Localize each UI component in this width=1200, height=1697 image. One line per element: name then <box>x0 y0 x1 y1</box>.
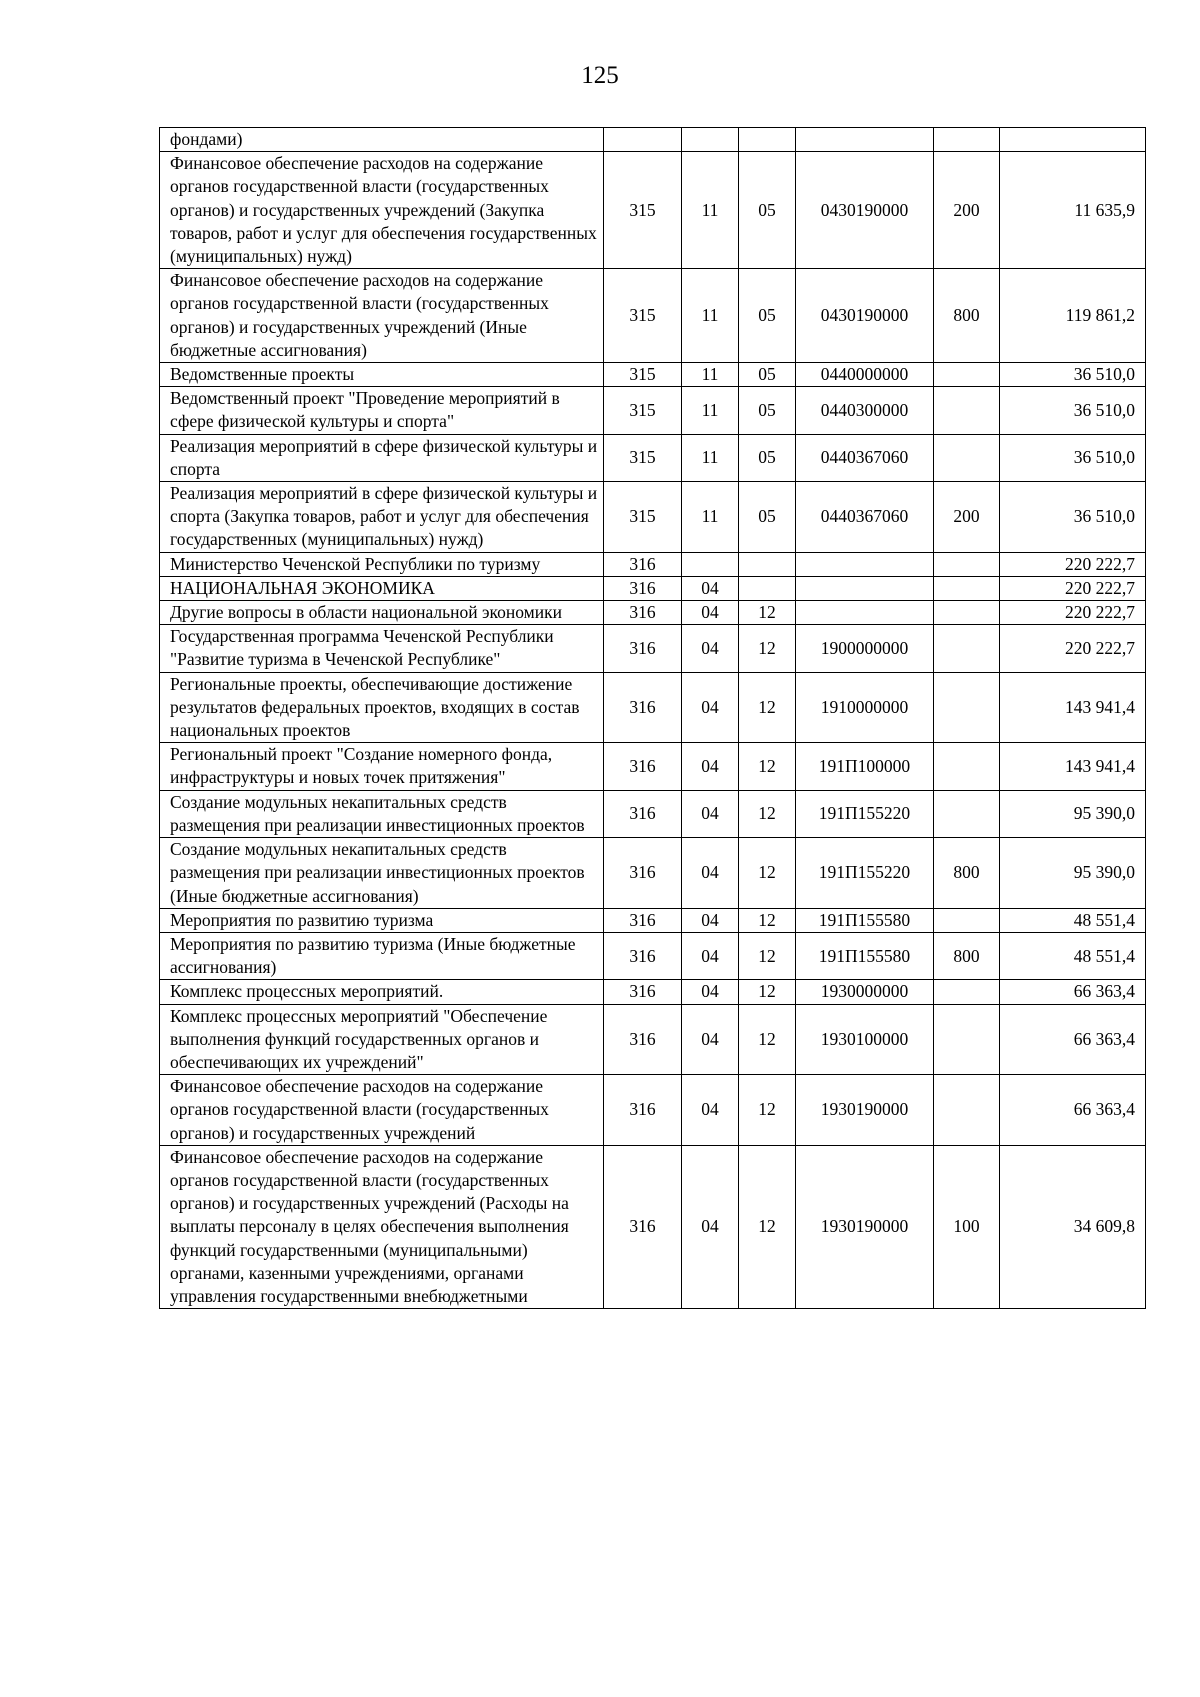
cell-amount: 36 510,0 <box>1000 482 1146 553</box>
cell-expense-type <box>934 790 1000 837</box>
cell-name: фондами) <box>160 128 604 152</box>
cell-target-article <box>796 601 934 625</box>
table-row <box>160 838 1146 909</box>
cell-target-article: 0430190000 <box>796 269 934 363</box>
cell-expense-type: 200 <box>934 152 1000 269</box>
cell-expense-type <box>934 672 1000 743</box>
cell-grbs-code: 316 <box>604 672 682 743</box>
cell-expense-type <box>934 128 1000 152</box>
cell-name: Государственная программа Чеченской Республики "Развитие туризма в Чеченской Республике" <box>160 625 604 672</box>
cell-subsection-code: 12 <box>739 1075 796 1146</box>
cell-grbs-code: 316 <box>604 601 682 625</box>
cell-expense-type <box>934 625 1000 672</box>
cell-grbs-code: 316 <box>604 1145 682 1308</box>
table-row <box>160 980 1146 1004</box>
cell-grbs-code: 316 <box>604 908 682 932</box>
cell-subsection-code: 12 <box>739 932 796 979</box>
cell-name: Реализация мероприятий в сфере физической культуры и спорта (Закупка товаров, работ и услуг для обеспечения государственных (муниципальных) нужд) <box>160 482 604 553</box>
cell-section-code: 04 <box>682 743 739 790</box>
cell-amount: 220 222,7 <box>1000 552 1146 576</box>
cell-subsection-code: 05 <box>739 152 796 269</box>
cell-expense-type <box>934 1004 1000 1075</box>
cell-target-article: 0440367060 <box>796 482 934 553</box>
cell-subsection-code: 12 <box>739 908 796 932</box>
cell-subsection-code <box>739 552 796 576</box>
cell-name: Другие вопросы в области национальной экономики <box>160 601 604 625</box>
cell-section-code: 04 <box>682 980 739 1004</box>
cell-grbs-code: 315 <box>604 269 682 363</box>
cell-name: Финансовое обеспечение расходов на содержание органов государственной власти (государственных органов) и государственных учреждений (Иные бюджетные ассигнования) <box>160 269 604 363</box>
cell-expense-type <box>934 980 1000 1004</box>
cell-name: Создание модульных некапитальных средств размещения при реализации инвестиционных проектов <box>160 790 604 837</box>
cell-grbs-code: 316 <box>604 838 682 909</box>
cell-amount: 36 510,0 <box>1000 363 1146 387</box>
table-row <box>160 387 1146 434</box>
cell-target-article: 1930000000 <box>796 980 934 1004</box>
cell-subsection-code: 12 <box>739 601 796 625</box>
table-row <box>160 128 1146 152</box>
cell-amount: 220 222,7 <box>1000 625 1146 672</box>
cell-section-code: 04 <box>682 1075 739 1146</box>
cell-amount: 36 510,0 <box>1000 387 1146 434</box>
cell-section-code: 11 <box>682 482 739 553</box>
cell-subsection-code: 05 <box>739 363 796 387</box>
cell-name: Комплекс процессных мероприятий. <box>160 980 604 1004</box>
table-row <box>160 932 1146 979</box>
cell-name: НАЦИОНАЛЬНАЯ ЭКОНОМИКА <box>160 576 604 600</box>
cell-name: Финансовое обеспечение расходов на содержание органов государственной власти (государственных органов) и государственных учреждений (Расходы на выплаты персоналу в целях обеспечения выполнения функций государственными (муниципальными) органами, казенными учреждениями, органами управления государственными внебюджетными <box>160 1145 604 1308</box>
cell-expense-type <box>934 576 1000 600</box>
cell-subsection-code: 05 <box>739 269 796 363</box>
cell-target-article: 1910000000 <box>796 672 934 743</box>
cell-name: Реализация мероприятий в сфере физической культуры и спорта <box>160 434 604 481</box>
cell-target-article: 0440367060 <box>796 434 934 481</box>
cell-grbs-code: 315 <box>604 482 682 553</box>
cell-expense-type <box>934 363 1000 387</box>
table-row <box>160 1145 1146 1308</box>
cell-target-article <box>796 576 934 600</box>
cell-target-article <box>796 552 934 576</box>
cell-target-article: 191П100000 <box>796 743 934 790</box>
cell-grbs-code: 316 <box>604 980 682 1004</box>
cell-expense-type <box>934 387 1000 434</box>
table-row <box>160 269 1146 363</box>
cell-grbs-code: 316 <box>604 576 682 600</box>
cell-subsection-code: 05 <box>739 482 796 553</box>
cell-amount: 66 363,4 <box>1000 1004 1146 1075</box>
cell-expense-type <box>934 601 1000 625</box>
cell-amount <box>1000 128 1146 152</box>
table-row <box>160 1004 1146 1075</box>
cell-target-article: 0430190000 <box>796 152 934 269</box>
cell-name: Региональный проект "Создание номерного фонда, инфраструктуры и новых точек притяжения" <box>160 743 604 790</box>
cell-grbs-code: 315 <box>604 387 682 434</box>
cell-subsection-code: 05 <box>739 387 796 434</box>
cell-target-article: 1930190000 <box>796 1145 934 1308</box>
cell-amount: 66 363,4 <box>1000 1075 1146 1146</box>
cell-amount: 220 222,7 <box>1000 576 1146 600</box>
table-row <box>160 552 1146 576</box>
cell-expense-type: 800 <box>934 932 1000 979</box>
cell-grbs-code: 316 <box>604 552 682 576</box>
cell-amount: 119 861,2 <box>1000 269 1146 363</box>
cell-subsection-code: 12 <box>739 672 796 743</box>
cell-target-article: 1930190000 <box>796 1075 934 1146</box>
cell-subsection-code: 12 <box>739 743 796 790</box>
cell-section-code: 04 <box>682 672 739 743</box>
cell-expense-type <box>934 552 1000 576</box>
cell-amount: 143 941,4 <box>1000 672 1146 743</box>
budget-table <box>159 127 1146 1309</box>
cell-expense-type <box>934 1075 1000 1146</box>
cell-name: Комплекс процессных мероприятий "Обеспечение выполнения функций государственных органов и обеспечивающих их учреждений" <box>160 1004 604 1075</box>
cell-amount: 11 635,9 <box>1000 152 1146 269</box>
cell-target-article: 191П155220 <box>796 838 934 909</box>
cell-expense-type: 100 <box>934 1145 1000 1308</box>
cell-grbs-code: 315 <box>604 363 682 387</box>
table-row <box>160 743 1146 790</box>
table-row <box>160 363 1146 387</box>
cell-grbs-code: 316 <box>604 1004 682 1075</box>
table-row <box>160 576 1146 600</box>
cell-subsection-code: 05 <box>739 434 796 481</box>
cell-grbs-code: 316 <box>604 790 682 837</box>
cell-amount: 66 363,4 <box>1000 980 1146 1004</box>
cell-section-code: 11 <box>682 363 739 387</box>
cell-subsection-code: 12 <box>739 790 796 837</box>
cell-name: Ведомственный проект "Проведение мероприятий в сфере физической культуры и спорта" <box>160 387 604 434</box>
cell-amount: 36 510,0 <box>1000 434 1146 481</box>
cell-grbs-code: 316 <box>604 625 682 672</box>
cell-subsection-code: 12 <box>739 625 796 672</box>
cell-target-article <box>796 128 934 152</box>
cell-section-code: 04 <box>682 790 739 837</box>
cell-grbs-code: 316 <box>604 932 682 979</box>
cell-grbs-code: 315 <box>604 152 682 269</box>
table-row <box>160 908 1146 932</box>
cell-amount: 34 609,8 <box>1000 1145 1146 1308</box>
cell-section-code: 04 <box>682 932 739 979</box>
budget-table-body <box>160 128 1146 1309</box>
table-row <box>160 482 1146 553</box>
cell-name: Создание модульных некапитальных средств размещения при реализации инвестиционных проектов (Иные бюджетные ассигнования) <box>160 838 604 909</box>
cell-expense-type <box>934 743 1000 790</box>
cell-subsection-code: 12 <box>739 980 796 1004</box>
cell-subsection-code: 12 <box>739 1004 796 1075</box>
cell-section-code: 11 <box>682 387 739 434</box>
cell-subsection-code <box>739 576 796 600</box>
table-row <box>160 152 1146 269</box>
table-row <box>160 625 1146 672</box>
cell-name: Финансовое обеспечение расходов на содержание органов государственной власти (государственных органов) и государственных учреждений (Закупка товаров, работ и услуг для обеспечения государственных (муниципальных) нужд) <box>160 152 604 269</box>
cell-name: Министерство Чеченской Республики по туризму <box>160 552 604 576</box>
cell-section-code: 04 <box>682 625 739 672</box>
cell-section-code: 11 <box>682 269 739 363</box>
cell-name: Мероприятия по развитию туризма (Иные бюджетные ассигнования) <box>160 932 604 979</box>
table-row <box>160 790 1146 837</box>
table-row <box>160 601 1146 625</box>
cell-amount: 48 551,4 <box>1000 932 1146 979</box>
cell-target-article: 1900000000 <box>796 625 934 672</box>
cell-target-article: 191П155580 <box>796 932 934 979</box>
cell-name: Мероприятия по развитию туризма <box>160 908 604 932</box>
cell-grbs-code <box>604 128 682 152</box>
cell-section-code <box>682 552 739 576</box>
cell-section-code: 11 <box>682 434 739 481</box>
cell-subsection-code: 12 <box>739 1145 796 1308</box>
cell-target-article: 0440000000 <box>796 363 934 387</box>
cell-expense-type <box>934 908 1000 932</box>
cell-name: Региональные проекты, обеспечивающие достижение результатов федеральных проектов, входящих в состав национальных проектов <box>160 672 604 743</box>
cell-amount: 95 390,0 <box>1000 790 1146 837</box>
cell-section-code: 04 <box>682 576 739 600</box>
cell-amount: 220 222,7 <box>1000 601 1146 625</box>
cell-expense-type <box>934 434 1000 481</box>
cell-name: Ведомственные проекты <box>160 363 604 387</box>
cell-section-code: 11 <box>682 152 739 269</box>
cell-grbs-code: 316 <box>604 743 682 790</box>
cell-subsection-code: 12 <box>739 838 796 909</box>
cell-target-article: 1930100000 <box>796 1004 934 1075</box>
cell-section-code: 04 <box>682 601 739 625</box>
cell-section-code <box>682 128 739 152</box>
cell-amount: 143 941,4 <box>1000 743 1146 790</box>
cell-section-code: 04 <box>682 838 739 909</box>
cell-subsection-code <box>739 128 796 152</box>
cell-section-code: 04 <box>682 1004 739 1075</box>
cell-grbs-code: 315 <box>604 434 682 481</box>
cell-amount: 95 390,0 <box>1000 838 1146 909</box>
table-row <box>160 672 1146 743</box>
cell-section-code: 04 <box>682 1145 739 1308</box>
cell-expense-type: 200 <box>934 482 1000 553</box>
table-row <box>160 1075 1146 1146</box>
cell-target-article: 191П155580 <box>796 908 934 932</box>
cell-expense-type: 800 <box>934 269 1000 363</box>
cell-target-article: 191П155220 <box>796 790 934 837</box>
cell-section-code: 04 <box>682 908 739 932</box>
cell-amount: 48 551,4 <box>1000 908 1146 932</box>
table-row <box>160 434 1146 481</box>
cell-name: Финансовое обеспечение расходов на содержание органов государственной власти (государственных органов) и государственных учреждений <box>160 1075 604 1146</box>
cell-grbs-code: 316 <box>604 1075 682 1146</box>
cell-target-article: 0440300000 <box>796 387 934 434</box>
cell-expense-type: 800 <box>934 838 1000 909</box>
page-number: 125 <box>581 62 619 89</box>
